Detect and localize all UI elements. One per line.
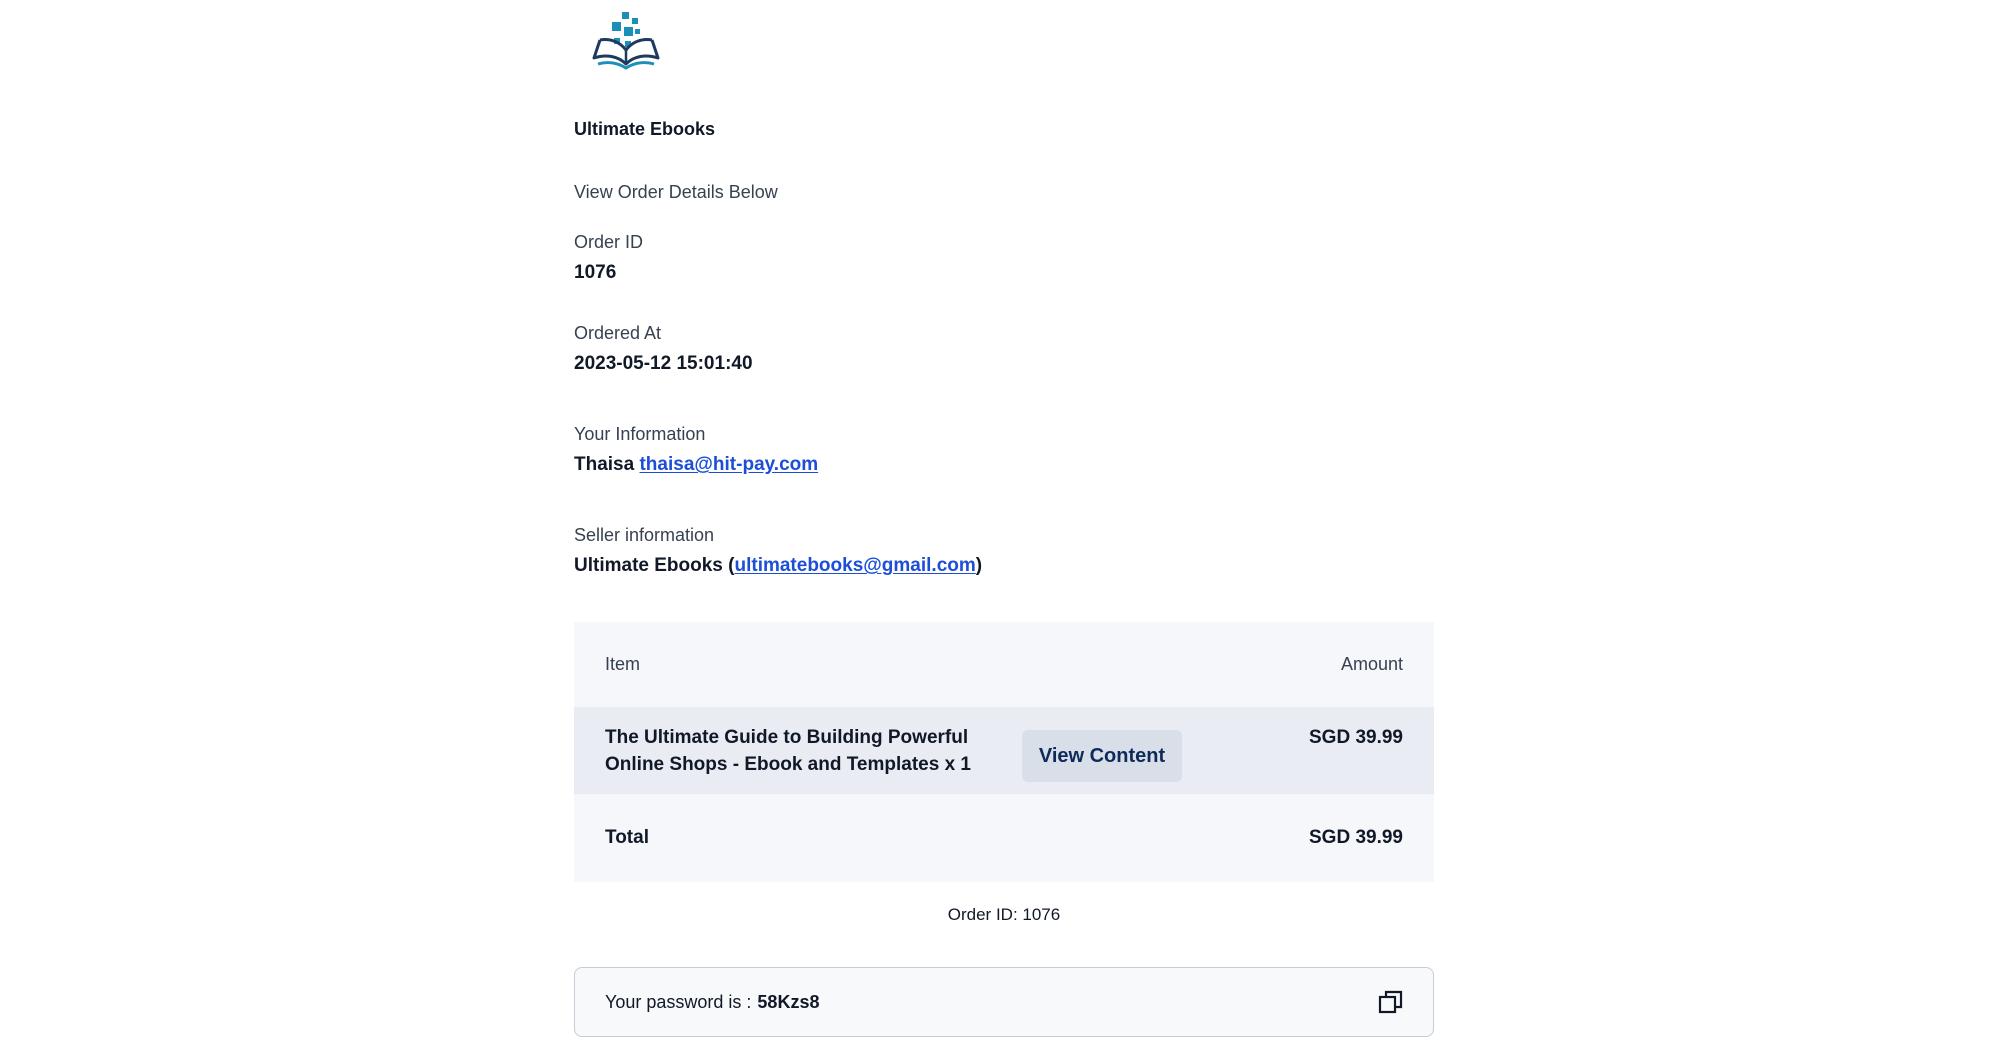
table-header [574,622,1434,707]
seller-information-label: Seller information [574,525,715,545]
item-amount: SGD 39.99 [1309,727,1403,748]
view-content-button[interactable]: View Content [1022,730,1182,782]
seller-email-link[interactable]: ultimatebooks@gmail.com [734,555,976,576]
item-name: The Ultimate Guide to Building Powerful Online Shops - Ebook and Templates x 1 [605,726,971,775]
total-label: Total [605,827,649,848]
order-items-table [574,622,1434,882]
customer-info [574,454,818,476]
seller-open-paren: ( [722,555,735,576]
your-information-label: Your Information [574,424,706,444]
ordered-at-label: Ordered At [574,323,662,343]
seller-close-paren: ) [975,555,983,576]
order-id-label: Order ID [574,232,644,252]
open-book-logo-icon [586,8,666,72]
footer-order-id: Order ID: 1076 [947,905,1061,924]
total-amount: SGD 39.99 [1309,827,1403,848]
order-id-value: 1076 [574,262,617,283]
password-label: Your password is : [605,991,752,1012]
table-total-row [574,794,1434,882]
customer-email-link[interactable]: thaisa@hit-pay.com [639,454,819,475]
table-row [574,707,1434,794]
ordered-at-value: 2023-05-12 15:01:40 [574,353,753,374]
amount-column-header: Amount [1340,654,1403,674]
customer-name: Thaisa [574,454,635,475]
store-name: Ultimate Ebooks [574,119,716,139]
copy-icon[interactable] [1377,988,1405,1016]
intro-text: View Order Details Below [574,182,778,202]
seller-info [574,555,982,577]
password-box [574,967,1434,1037]
password-value: 58Kzs8 [757,991,820,1012]
item-column-header: Item [605,654,641,674]
seller-name: Ultimate Ebooks [574,555,723,576]
